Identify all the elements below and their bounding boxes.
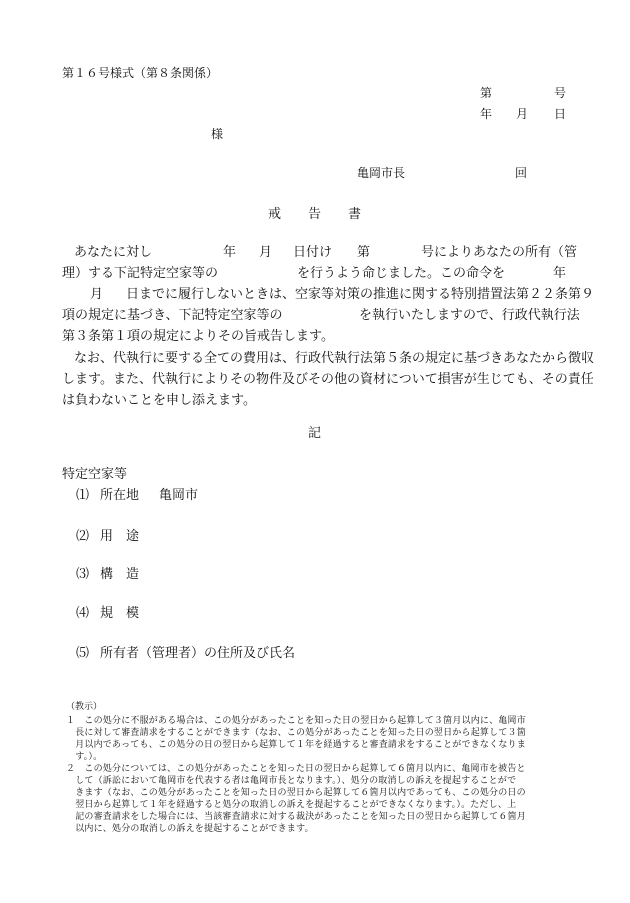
notice-line: きます（なお、この処分があったことを知った日の翌日から起算して６箇月以内であっても、この処分の日の: [66, 788, 526, 798]
body-line3-b: 日までに履行しないときは、空家等対策の推進に関する特別措置法第２２条第９: [126, 287, 595, 302]
body-line1-month: 月: [259, 245, 273, 260]
doc-number-dai: 第: [480, 86, 493, 100]
notice-line: 月以内であっても、この処分の日の翌日から起算して１年を経過すると審査請求をすることができなくなりま: [66, 740, 526, 750]
doc-number-go: 号: [554, 86, 567, 100]
doc-date-month: 月: [516, 107, 529, 121]
doc-date-day: 日: [554, 107, 567, 121]
body-line1-year: 年: [223, 245, 237, 260]
notice-line: 以内に、処分の取消しの訴えを提起することができます。: [66, 824, 314, 834]
item-label: 構 造: [100, 567, 140, 582]
body-line7: します。また、代執行によりその物件及びその他の資材について損害が生じても、その責任: [62, 372, 594, 387]
notice-line: 翌日から起算して１年を経過すると処分の取消しの訴えを提起することができなくなります。）。ただし、上: [66, 800, 517, 810]
item-label: 用 途: [100, 529, 140, 544]
notice-line: す。）。: [66, 752, 103, 762]
item-number: ⑶: [76, 567, 90, 582]
item-number: ⑵: [76, 529, 90, 544]
notice-line: して（訴訟において亀岡市を代表する者は亀岡市長となります。）、処分の取消しの訴えを提起することがで: [66, 776, 517, 786]
body-line2-year: 年: [553, 266, 567, 281]
form-label: 第１６号様式（第８条関係）: [62, 66, 219, 80]
notice-line: ２ この処分については、この処分があったことを知った日の翌日から起算して６箇月以内に、亀岡市を被告と: [66, 764, 526, 774]
item-label: 規 模: [100, 606, 140, 621]
item-value: 亀岡市: [159, 488, 199, 503]
body-line1-tail: 号によりあなたの所有（管: [421, 245, 578, 260]
item-number: ⑴: [76, 488, 90, 503]
notice-heading: （教示）: [66, 702, 103, 712]
body-line3-month: 月: [90, 287, 104, 302]
notice-line: 記の審査請求をした場合には、当該審査請求に対する裁決があったことを知った日の翌日から起算して６箇月: [66, 812, 526, 822]
body-line4-a: 項の規定に基づき、下記特定空家等の: [62, 308, 283, 323]
issuer-seal: 回: [515, 166, 528, 180]
item-label: 所有者（管理者）の住所及び氏名: [100, 646, 296, 661]
body-line8: は負わないことを申し添えます。: [62, 393, 256, 408]
body-line5: 第３条第１項の規定によりその旨戒告します。: [62, 329, 334, 344]
addressee-suffix: 様: [211, 127, 224, 141]
notice-line: １ この処分に不服がある場合は、この処分があったことを知った日の翌日から起算して３箇月以内に、亀岡市: [66, 716, 526, 726]
body-line6: なお、代執行に要する全ての費用は、行政代執行法第５条の規定に基づきあなたから徴収: [74, 351, 595, 366]
issuer-title: 亀岡市長: [357, 166, 406, 180]
item-number: ⑸: [76, 646, 90, 661]
title-char-3: 書: [348, 207, 362, 222]
title-char-2: 告: [308, 207, 322, 222]
item-label: 所在地: [100, 488, 140, 503]
ki-heading: 記: [308, 426, 322, 441]
body-line1-a: あなたに対し: [74, 245, 153, 260]
title-char-1: 戒: [268, 207, 282, 222]
body-line4-b: を執行いたしますので、行政代執行法: [359, 308, 580, 323]
body-line1-date: 日付け: [293, 245, 333, 260]
body-line1-dai: 第: [357, 245, 371, 260]
property-heading: 特定空家等: [62, 467, 128, 482]
body-line2-b: を行うよう命じました。この命令を: [297, 266, 506, 281]
item-number: ⑷: [76, 606, 90, 621]
doc-date-year: 年: [480, 107, 493, 121]
notice-line: 長に対して審査請求をすることができます（なお、この処分があったことを知った日の翌日から起算して３箇: [66, 728, 526, 738]
body-line2-a: 理）する下記特定空家等の: [62, 266, 219, 281]
